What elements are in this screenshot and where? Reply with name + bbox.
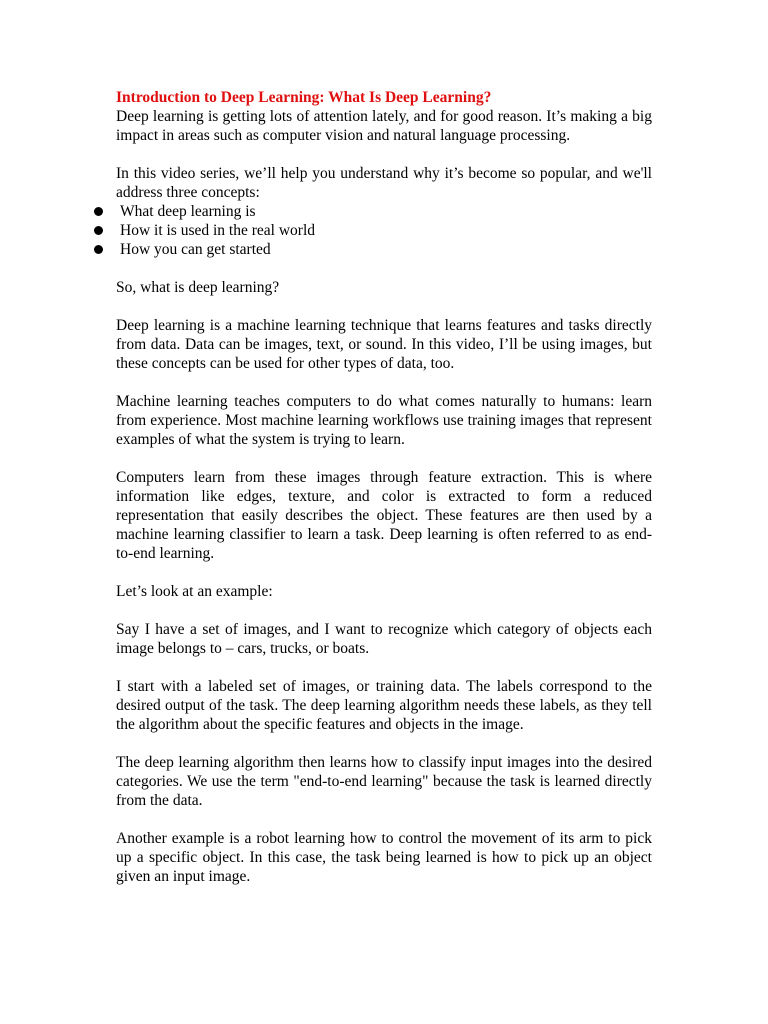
document-body: [116, 88, 652, 886]
spacer: [116, 810, 652, 829]
machine-learning-paragraph: Machine learning teaches computers to do what comes naturally to humans: learn from experience. Most machine learning workflows use training images that represent examples of what the system is trying to learn.: [116, 393, 652, 448]
spacer: [116, 259, 652, 278]
definition-paragraph: Deep learning is a machine learning technique that learns features and tasks directly from data. Data can be images, text, or sound. In this video, I’ll be using images, but these concepts can be used for other types of data, too.: [116, 317, 652, 372]
spacer: [116, 563, 652, 582]
spacer: [116, 601, 652, 620]
feature-extraction-paragraph: Computers learn from these images through feature extraction. This is where information like edges, texture, and color is extracted to form a reduced representation that easily describes the object. These features are then used by a machine learning classifier to learn a task. Deep learning is often referred to as end-to-end learning.: [116, 469, 652, 562]
intro-paragraph: Deep learning is getting lots of attention lately, and for good reason. It’s making a big impact in areas such as computer vision and natural language processing.: [116, 108, 652, 144]
spacer: [116, 373, 652, 392]
spacer: [116, 658, 652, 677]
bullet-icon: [94, 245, 103, 254]
robot-example-paragraph: Another example is a robot learning how to control the movement of its arm to pick up a specific object. In this case, the task being learned is how to pick up an object given an input image.: [116, 830, 652, 885]
list-item-text: How it is used in the real world: [120, 222, 316, 239]
example-intro-paragraph: Let’s look at an example:: [116, 583, 273, 600]
spacer: [116, 297, 652, 316]
question-paragraph: So, what is deep learning?: [116, 279, 280, 296]
spacer: [116, 734, 652, 753]
spacer: [116, 449, 652, 468]
series-paragraph: In this video series, we’ll help you understand why it’s become so popular, and we'll address three concepts:: [116, 165, 652, 201]
document-title: Introduction to Deep Learning: What Is Deep Learning?: [116, 89, 492, 106]
end-to-end-paragraph: The deep learning algorithm then learns how to classify input images into the desired categories. We use the term "end-to-end learning" because the task is learned directly from the data.: [116, 754, 652, 809]
spacer: [116, 145, 652, 164]
example-images-paragraph: Say I have a set of images, and I want to recognize which category of objects each image belongs to – cars, trucks, or boats.: [116, 621, 652, 657]
labeled-data-paragraph: I start with a labeled set of images, or training data. The labels correspond to the desired output of the task. The deep learning algorithm needs these labels, as they tell the algorithm about the specific features and objects in the image.: [116, 678, 652, 733]
list-item: [116, 202, 652, 221]
bullet-icon: [94, 226, 103, 235]
list-item-text: What deep learning is: [120, 203, 256, 220]
bullet-icon: [94, 207, 103, 216]
list-item: [116, 240, 652, 259]
concepts-list: [116, 202, 652, 259]
list-item: [116, 221, 652, 240]
list-item-text: How you can get started: [120, 241, 271, 258]
